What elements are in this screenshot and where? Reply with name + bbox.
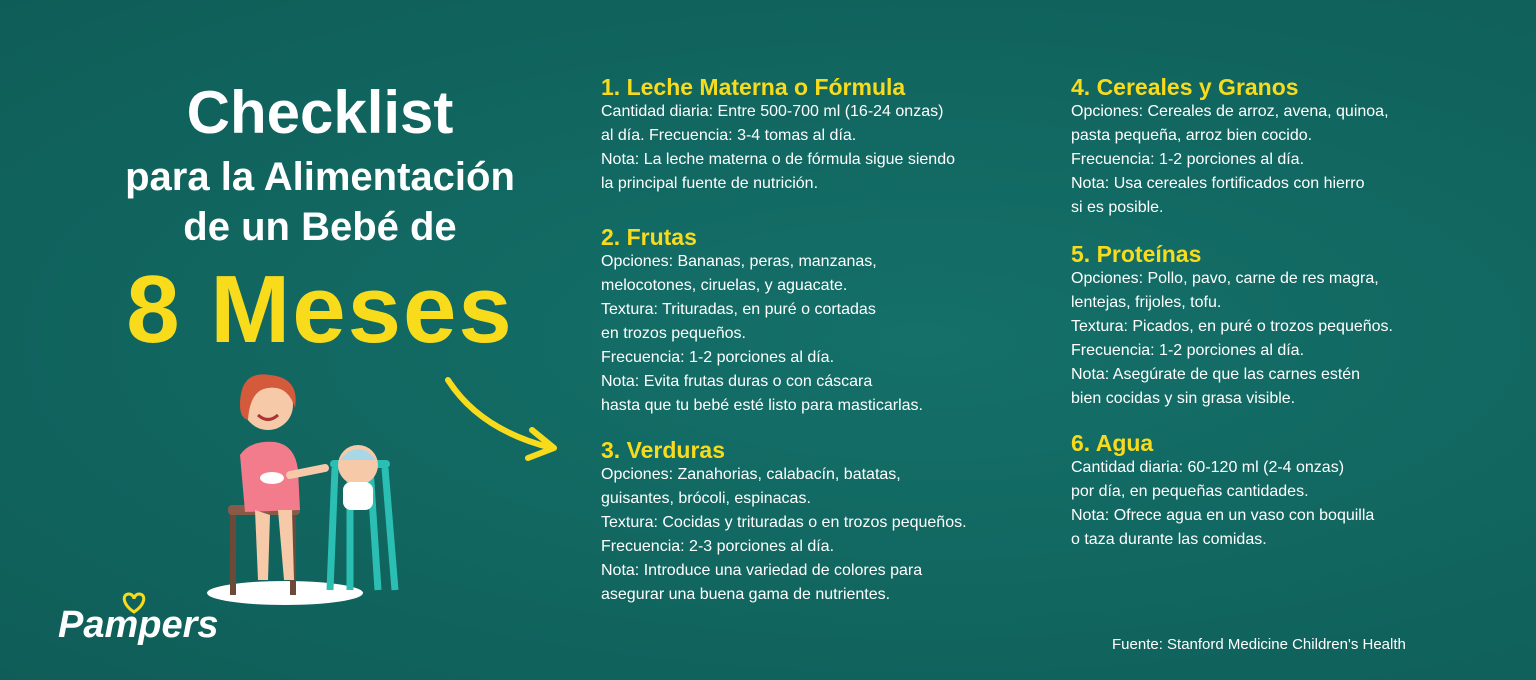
section-line: Nota: Usa cereales fortificados con hierro	[1071, 175, 1365, 192]
section-line: Frecuencia: 1-2 porciones al día.	[1071, 342, 1305, 359]
section-line: al día. Frecuencia: 3-4 tomas al día.	[601, 127, 857, 144]
section-line: si es posible.	[1071, 199, 1164, 216]
section-line: Textura: Cocidas y trituradas o en trozos pequeños.	[601, 514, 967, 531]
section-line: asegurar una buena gama de nutrientes.	[601, 586, 891, 603]
section-line: melocotones, ciruelas, y aguacate.	[601, 277, 848, 294]
section-heading: 1. Leche Materna o Fórmula	[601, 74, 906, 100]
title-line3: de un Bebé de	[183, 205, 457, 249]
section-line: Opciones: Zanahorias, calabacín, batatas,	[601, 466, 901, 483]
section-proteinas	[1071, 241, 1393, 411]
section-heading: 6. Agua	[1071, 430, 1154, 456]
section-line: Nota: Evita frutas duras o con cáscara	[601, 373, 873, 390]
section-line: Frecuencia: 1-2 porciones al día.	[601, 349, 835, 366]
section-heading: 3. Verduras	[601, 437, 726, 463]
section-line: en trozos pequeños.	[601, 325, 746, 342]
section-line: o taza durante las comidas.	[1071, 531, 1267, 548]
section-line: Nota: Ofrece agua en un vaso con boquilla	[1071, 507, 1375, 524]
section-cereales	[1071, 74, 1389, 220]
arrow-icon	[440, 370, 570, 470]
section-heading: 4. Cereales y Granos	[1071, 74, 1299, 100]
section-frutas	[601, 224, 923, 418]
section-line: bien cocidas y sin grasa visible.	[1071, 390, 1296, 407]
section-line: pasta pequeña, arroz bien cocido.	[1071, 127, 1313, 144]
section-line: Opciones: Bananas, peras, manzanas,	[601, 253, 877, 270]
section-line: Textura: Picados, en puré o trozos pequeños.	[1071, 318, 1393, 335]
section-line: Textura: Trituradas, en puré o cortadas	[601, 301, 876, 318]
section-line: Opciones: Cereales de arroz, avena, quinoa,	[1071, 103, 1389, 120]
section-line: Cantidad diaria: Entre 500-700 ml (16-24 onzas)	[601, 103, 944, 120]
mother-feeding-baby-illustration	[200, 360, 430, 610]
section-line: Cantidad diaria: 60-120 ml (2-4 onzas)	[1071, 459, 1345, 476]
section-line: lentejas, frijoles, tofu.	[1071, 294, 1222, 311]
source-credit: Fuente: Stanford Medicine Children's Health	[1112, 636, 1406, 653]
section-line: por día, en pequeñas cantidades.	[1071, 483, 1309, 500]
section-line: Frecuencia: 2-3 porciones al día.	[601, 538, 835, 555]
section-line: Nota: La leche materna o de fórmula sigue siendo	[601, 151, 955, 168]
section-line: la principal fuente de nutrición.	[601, 175, 819, 192]
section-line: Frecuencia: 1-2 porciones al día.	[1071, 151, 1305, 168]
section-line: Opciones: Pollo, pavo, carne de res magra,	[1071, 270, 1379, 287]
section-heading: 2. Frutas	[601, 224, 697, 250]
section-agua	[1071, 430, 1374, 552]
title-line2: para la Alimentación	[125, 155, 515, 199]
section-line: Nota: Introduce una variedad de colores para	[601, 562, 923, 579]
section-line: hasta que tu bebé esté listo para masticarlas.	[601, 397, 923, 414]
title-checklist: Checklist	[186, 79, 454, 146]
section-verduras	[601, 437, 967, 607]
title-age: 8 Meses	[126, 256, 514, 363]
brand-name: Pampers	[58, 604, 219, 646]
section-line: guisantes, brócoli, espinacas.	[601, 490, 811, 507]
section-heading: 5. Proteínas	[1071, 241, 1202, 267]
section-leche	[601, 74, 955, 196]
pampers-logo	[58, 592, 219, 662]
section-line: Nota: Asegúrate de que las carnes estén	[1071, 366, 1361, 383]
